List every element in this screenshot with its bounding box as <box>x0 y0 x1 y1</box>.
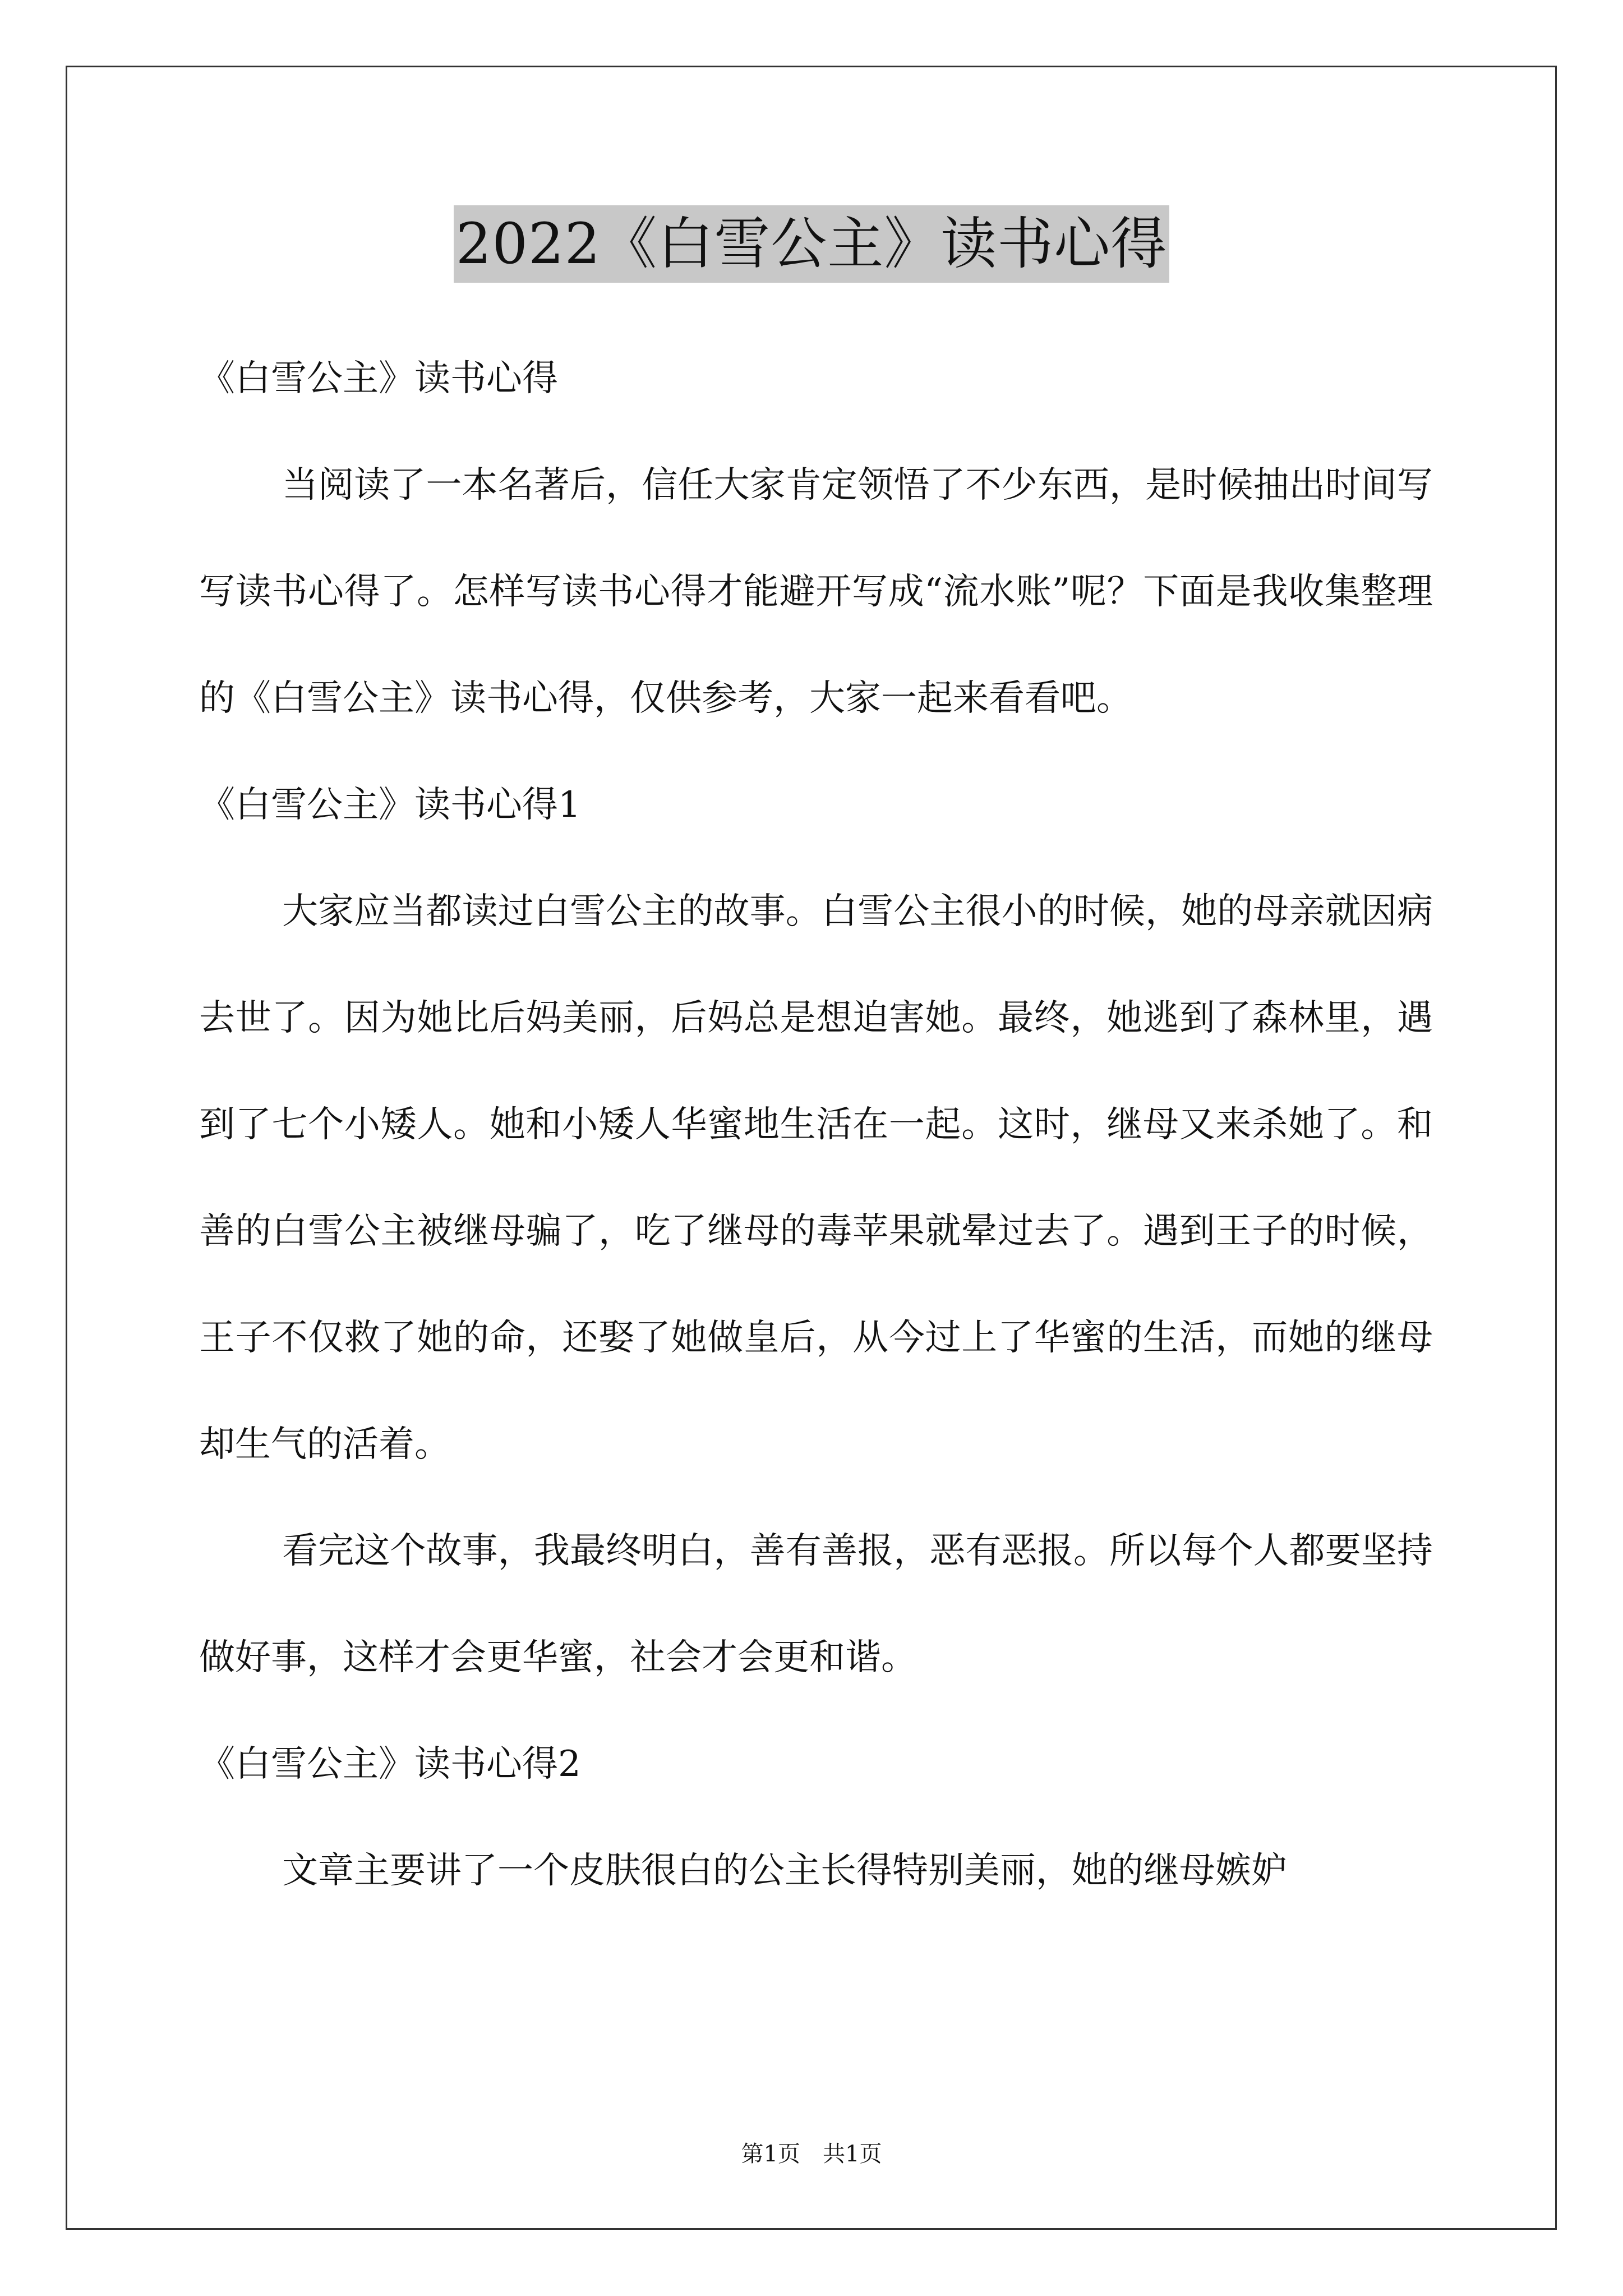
paragraph-lesson: 看完这个故事，我最终明白，善有善报，恶有恶报。所以每个人都要坚持做好事，这样才会更华蜜，社会才会更和谐。 <box>199 1530 1433 1678</box>
paragraph-story: 大家应当都读过白雪公主的故事。白雪公主很小的时候，她的母亲就因病去世了。因为她比后妈美丽，后妈总是想迫害她。最终，她逃到了森林里，遇到了七个小矮人。她和小矮人华蜜地生活在一起。这时，继母又来杀她了。和善的白雪公主被继母骗了，吃了继母的毒苹果就晕过去了。遇到王子的时候，王子不仅救了她的命，还娶了她做皇后，从今过上了华蜜的生活，而她的继母却生气的活着。 <box>199 891 1433 1465</box>
page-number: 第1页 <box>741 2141 800 2167</box>
section-heading: 《白雪公主》读书心得 <box>199 358 558 399</box>
paragraph-summary: 文章主要讲了一个皮肤很白的公主长得特别美丽，她的继母嫉妒 <box>282 1850 1287 1892</box>
page-footer <box>0 2140 1623 2168</box>
document-title: 2022《白雪公主》读书心得 <box>454 205 1170 283</box>
section-heading-2: 《白雪公主》读书心得2 <box>199 1743 581 1785</box>
intro-paragraph: 当阅读了一本名著后，信任大家肯定领悟了不少东西，是时候抽出时间写写读书心得了。怎样写读书心得才能避开写成“流水账”呢？下面是我收集整理的《白雪公主》读书心得，仅供参考，大家一起来看看吧。 <box>199 464 1433 719</box>
section-heading-1: 《白雪公主》读书心得1 <box>199 784 581 826</box>
document-body <box>199 325 1433 1924</box>
title-container <box>0 205 1623 283</box>
page-total: 共1页 <box>823 2141 882 2167</box>
